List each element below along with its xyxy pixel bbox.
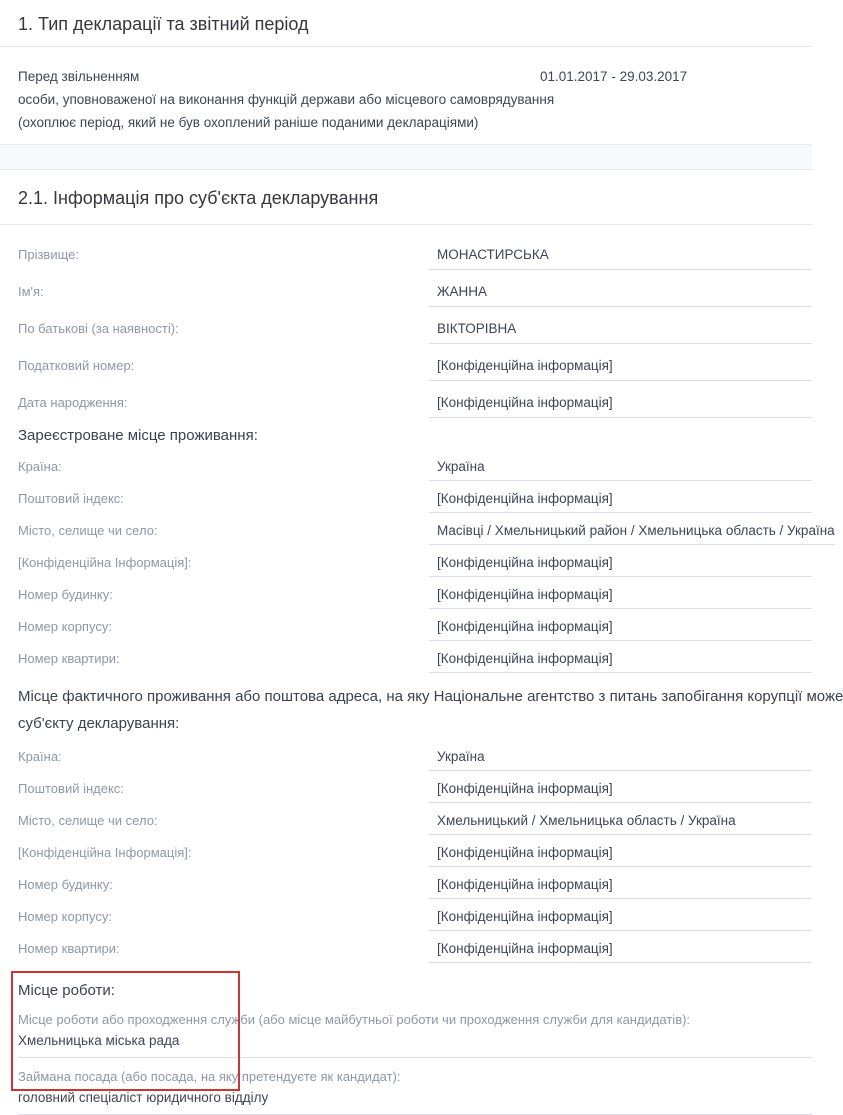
section1-title: 1. Тип декларації та звітний період: [18, 14, 309, 34]
section1-divider: [0, 46, 812, 47]
field-value: [Конфіденційна інформація]: [429, 485, 812, 513]
field-row: [18, 517, 835, 545]
field-row: [18, 277, 812, 307]
field-row: [18, 453, 812, 481]
field-label: [Конфіденційна Інформація]:: [18, 555, 192, 570]
field-value: Масівці / Хмельницький район / Хмельницька область / Україна: [429, 517, 835, 545]
actual-address-title: [18, 683, 843, 737]
field-value: ЖАННА: [429, 277, 812, 307]
field-value: [Конфіденційна інформація]: [429, 613, 812, 641]
workplace-field-label: Місце роботи або проходження служби (або місце майбутньої роботи чи проходження служби для кандидатів):: [18, 1012, 691, 1027]
field-label: Поштовий індекс:: [18, 491, 124, 506]
field-row: [18, 743, 812, 771]
field-label: Місто, селище чи село:: [18, 813, 158, 828]
field-value: [Конфіденційна інформація]: [429, 775, 812, 803]
field-label: Країна:: [18, 459, 62, 474]
field-label: Поштовий індекс:: [18, 781, 124, 796]
registered-address-fields: [18, 453, 835, 673]
field-row: [18, 240, 812, 270]
field-value: [Конфіденційна інформація]: [429, 871, 812, 899]
declaration-type-desc-line1: особи, уповноваженої на виконання функцій держави або місцевого самоврядування: [18, 92, 555, 107]
field-label: Країна:: [18, 749, 62, 764]
field-value: Україна: [429, 453, 812, 481]
section-separator-band: [0, 144, 812, 170]
field-label: Ім'я:: [18, 284, 44, 299]
reporting-period: 01.01.2017 - 29.03.2017: [540, 69, 688, 84]
workplace-title: Місце роботи:: [18, 982, 115, 999]
workplace-field-label: Займана посада (або посада, на яку претендуєте як кандидат):: [18, 1069, 401, 1084]
field-row: [18, 549, 812, 577]
field-row: [18, 581, 812, 609]
field-value: [Конфіденційна інформація]: [429, 935, 812, 963]
workplace-field-row: [18, 1001, 812, 1058]
registered-address-title: Зареєстроване місце проживання:: [18, 427, 258, 444]
field-value: МОНАСТИРСЬКА: [429, 240, 812, 270]
actual-address-fields: [18, 743, 812, 963]
field-row: [18, 351, 812, 381]
personal-fields: [18, 225, 812, 418]
declaration-type-block: [18, 65, 812, 134]
field-row: [18, 645, 812, 673]
field-label: Номер будинку:: [18, 587, 113, 602]
workplace-field-row: [18, 1058, 812, 1115]
field-label: Місто, селище чи село:: [18, 523, 158, 538]
field-row: [18, 807, 812, 835]
field-value: [Конфіденційна інформація]: [429, 903, 812, 931]
field-label: Дата народження:: [18, 395, 128, 410]
section2-title: 2.1. Інформація про суб'єкта декларування: [18, 188, 379, 208]
declaration-type-name: Перед звільненням: [18, 69, 140, 84]
workplace-section: [18, 969, 812, 1115]
field-label: Номер будинку:: [18, 877, 113, 892]
field-label: Прізвище:: [18, 247, 79, 262]
field-label: [Конфіденційна Інформація]:: [18, 845, 192, 860]
workplace-field-value: головний спеціаліст юридичного відділу: [18, 1090, 269, 1105]
field-label: Податковий номер:: [18, 358, 135, 373]
field-row: [18, 903, 812, 931]
field-row: [18, 485, 812, 513]
field-row: [18, 775, 812, 803]
field-row: [18, 871, 812, 899]
field-label: Номер корпусу:: [18, 909, 112, 924]
field-value: [Конфіденційна інформація]: [429, 581, 812, 609]
field-value: [Конфіденційна інформація]: [429, 839, 812, 867]
field-row: [18, 935, 812, 963]
actual-address-title-line1: Місце фактичного проживання або поштова адреса, на яку Національне агентство з питань запобігання корупції може: [18, 688, 843, 705]
field-value: Україна: [429, 743, 812, 771]
field-value: ВІКТОРІВНА: [429, 314, 812, 344]
field-row: [18, 613, 812, 641]
field-row: [18, 388, 812, 418]
field-label: Номер квартири:: [18, 941, 120, 956]
field-row: [18, 314, 812, 344]
field-value: [Конфіденційна інформація]: [429, 645, 812, 673]
field-value: [Конфіденційна інформація]: [429, 388, 812, 418]
field-label: Номер корпусу:: [18, 619, 112, 634]
workplace-fields: [18, 1001, 812, 1115]
field-label: По батькові (за наявності):: [18, 321, 179, 336]
field-value: [Конфіденційна інформація]: [429, 549, 812, 577]
field-label: Номер квартири:: [18, 651, 120, 666]
field-value: Хмельницький / Хмельницька область / Україна: [429, 807, 812, 835]
field-value: [Конфіденційна інформація]: [429, 351, 812, 381]
workplace-field-value: Хмельницька міська рада: [18, 1033, 180, 1048]
declaration-type-desc-line2: (охоплює період, який не був охоплений раніше поданими деклараціями): [18, 115, 479, 130]
field-row: [18, 839, 812, 867]
actual-address-title-line2: суб'єкту декларування:: [18, 715, 180, 732]
